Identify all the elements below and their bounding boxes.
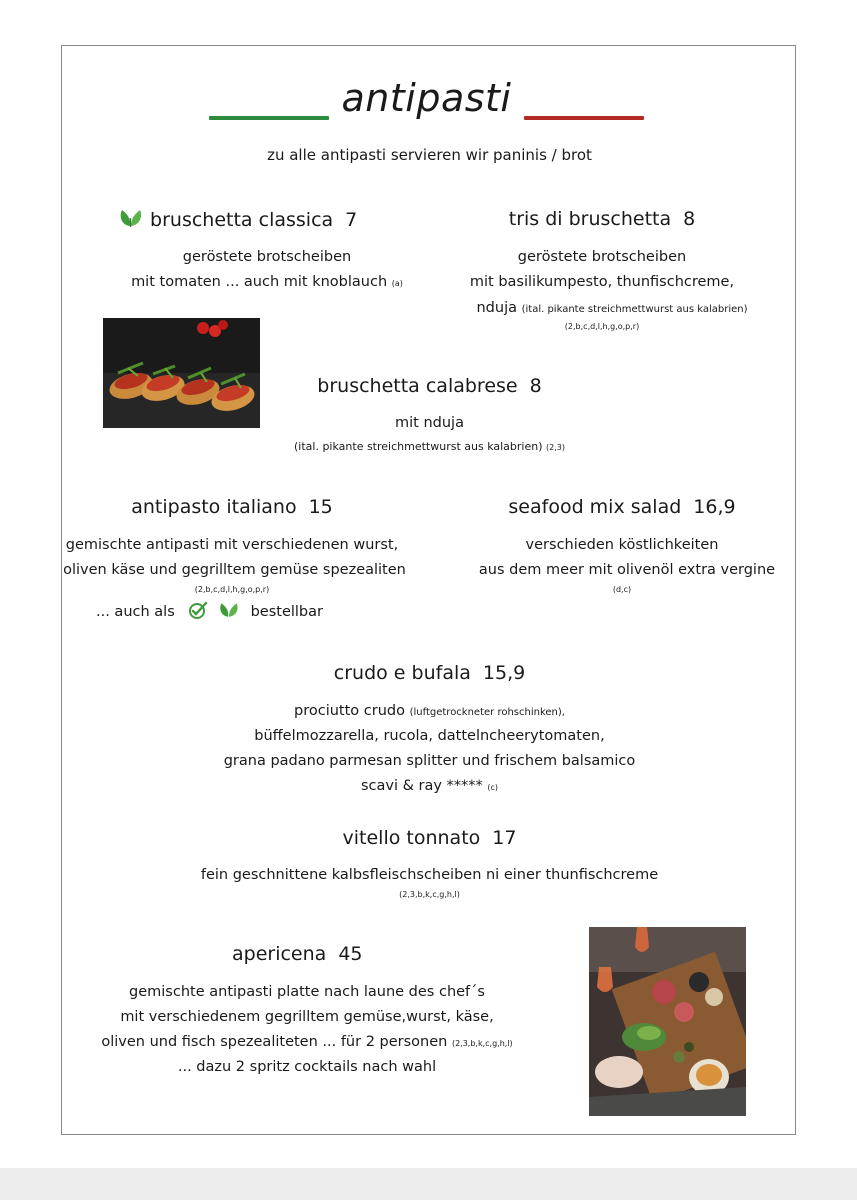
item-heading-vitello-tonnato	[262, 827, 597, 849]
item-desc-line: fein geschnittene kalbsfleischscheiben ni einer thunfischcreme	[200, 867, 659, 883]
item-price: 45	[338, 943, 363, 965]
bruschetta-photo	[103, 318, 260, 428]
allergen-codes: (2,b,c,d,l,h,g,o,p,r)	[194, 585, 270, 594]
menu-page	[61, 45, 796, 1135]
item-name: vitello tonnato	[342, 827, 481, 849]
allergen-codes: (2,b,c,d,l,h,g,o,p,r)	[564, 322, 640, 331]
also-available-line: ... auch als bestellbar	[96, 600, 323, 624]
item-desc-line: mit nduja	[395, 415, 464, 431]
item-price: 8	[683, 208, 696, 230]
item-desc-line: oliven und fisch spezealiteten ... für 2 personen (2,3,b,k,c,g,h,l)	[101, 1034, 513, 1050]
item-desc-line: geröstete brotscheiben	[517, 249, 687, 265]
item-name: bruschetta calabrese	[317, 375, 518, 397]
item-desc-line: büffelmozzarella, rucola, dattelncheerytomaten,	[254, 728, 605, 744]
item-desc-line: mit verschiedenem gegrilltem gemüse,wurst, käse,	[120, 1009, 494, 1025]
item-price: 15,9	[482, 662, 526, 684]
item-desc-line: mit tomaten ... auch mit knoblauch (a)	[131, 274, 403, 290]
item-desc-line: (ital. pikante streichmettwurst aus kalabrien) (2,3)	[294, 440, 565, 453]
item-desc-line: prociutto crudo (luftgetrockneter rohschinken),	[294, 703, 565, 719]
leaf-icon	[118, 208, 144, 233]
item-heading-antipasto-italiano	[82, 496, 382, 518]
item-price: 16,9	[693, 496, 736, 518]
item-name: seafood mix salad	[508, 496, 682, 518]
leaf-icon	[218, 601, 240, 623]
item-note: (luftgetrockneter rohschinken),	[409, 707, 565, 718]
item-price: 17	[492, 827, 517, 849]
item-heading-seafood-mix-salad	[472, 496, 772, 518]
item-desc-line: grana padano parmesan splitter und frischem balsamico	[223, 753, 636, 769]
title-rule-red	[524, 116, 644, 120]
item-desc-line: ... dazu 2 spritz cocktails nach wahl	[177, 1059, 437, 1075]
item-name: tris di bruschetta	[508, 208, 672, 230]
item-desc-line: mit basilikumpesto, thunfischcreme,	[469, 274, 735, 290]
item-name: apericena	[232, 943, 327, 965]
item-note: (ital. pikante streichmettwurst aus kalabrien)	[521, 304, 748, 315]
item-heading-bruschetta-calabrese	[262, 375, 597, 397]
item-heading-tris-di-bruschetta	[452, 208, 752, 230]
allergen-codes: (2,3,b,k,c,g,h,l)	[451, 1039, 513, 1048]
viewer-bottom-band	[0, 1168, 857, 1200]
vegan-check-icon	[187, 600, 209, 624]
item-desc-line: scavi & ray ***** (c)	[360, 778, 499, 794]
item-price: 8	[529, 375, 542, 397]
item-desc-line: oliven käse und gegrilltem gemüse spezealiten	[63, 562, 406, 578]
allergen-codes: (2,3,b,k,c,g,h,l)	[399, 890, 460, 899]
allergen-codes: (c)	[487, 783, 499, 792]
item-desc-line: gemischte antipasti mit verschiedenen wurst,	[65, 537, 399, 553]
item-desc-line: gemischte antipasti platte nach laune des chef´s	[129, 984, 485, 1000]
page-title: antipasti	[341, 76, 512, 120]
allergen-codes: (2,3)	[546, 443, 565, 452]
apericena-photo	[589, 927, 746, 1116]
item-heading-crudo-e-bufala	[262, 662, 597, 684]
item-price: 7	[345, 209, 358, 231]
page-subtitle: zu alle antipasti servieren wir paninis / brot	[267, 146, 592, 164]
item-name: antipasto italiano	[131, 496, 297, 518]
item-name: bruschetta classica	[150, 209, 334, 231]
item-name: crudo e bufala	[333, 662, 471, 684]
item-desc-line: aus dem meer mit olivenöl extra vergine	[478, 562, 776, 578]
item-desc-line: geröstete brotscheiben	[182, 249, 352, 265]
item-desc-line: verschieden köstlichkeiten	[525, 537, 719, 553]
allergen-codes: (d,c)	[612, 585, 632, 594]
item-heading-apericena	[232, 943, 363, 965]
item-desc-line: nduja (ital. pikante streichmettwurst aus kalabrien)	[476, 300, 748, 316]
allergen-codes: (a)	[391, 279, 403, 288]
item-heading-bruschetta-classica	[118, 208, 357, 233]
item-price: 15	[308, 496, 333, 518]
title-rule-green	[209, 116, 329, 120]
